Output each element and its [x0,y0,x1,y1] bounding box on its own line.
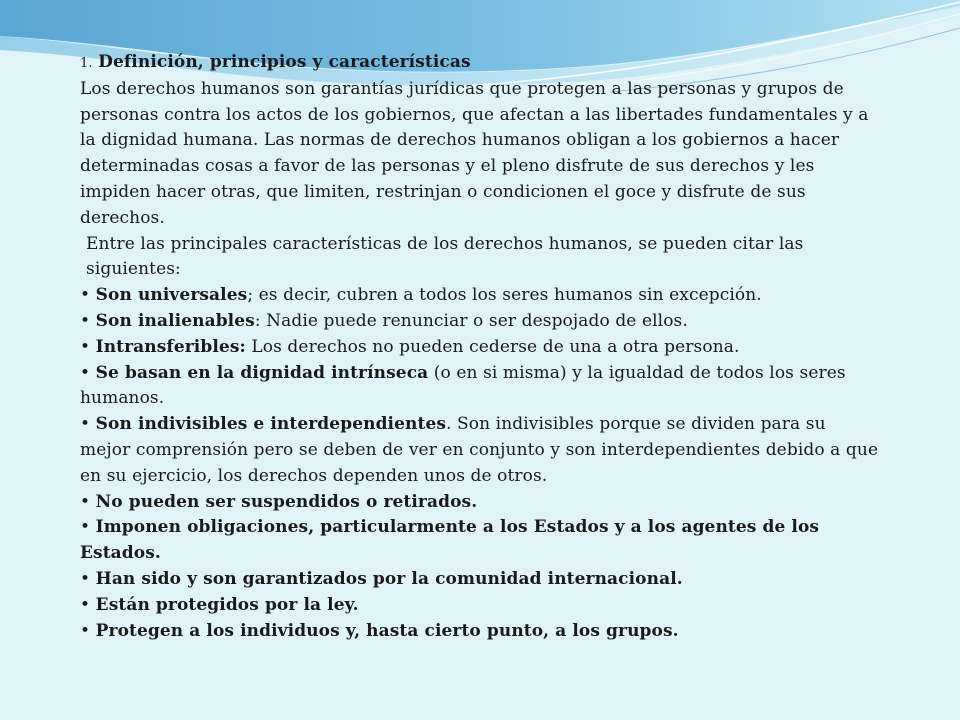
bullet-symbol: • [80,517,91,538]
bullet-bold: Han sido y son garantizados por la comunidad internacional. [95,568,683,589]
bullet-item [80,490,880,516]
bullet-symbol: • [80,491,91,512]
intro-paragraph: Los derechos humanos son garantías jurídicas que protegen a las personas y grupos de personas contra los actos de los gobiernos, que afectan a las libertades fundamentales y a la dignidad humana. Las normas de derechos humanos obligan a los gobiernos a hacer determinadas cosas a favor de las personas y el pleno disfrute de sus derechos y les impiden hacer otras, que limiten, restrinjan o condicionen el goce y disfrute de sus derechos. [80,78,869,228]
bullet-bold: Son inalienables [95,310,255,331]
bullet-bold: No pueden ser suspendidos o retirados. [95,491,478,512]
bullet-rest: (o en si misma) y la igualdad de todos los seres humanos. [80,362,846,409]
content-body [80,50,880,644]
bullet-rest: ; es decir, cubren a todos los seres humanos sin excepción. [247,285,762,306]
bullet-bold: Imponen obligaciones, particularmente a los Estados y a los agentes de los Estados. [80,517,820,564]
section-heading [80,50,880,77]
bullet-rest: : Nadie puede renunciar o ser despojado de ellos. [254,310,688,331]
bullet-symbol: • [80,362,91,383]
bullet-item [80,619,880,645]
heading-title: Definición, principios y características [98,52,471,72]
bullet-item [80,515,880,567]
bullet-bold: Intransferibles: [95,336,246,357]
bullet-bold: Son universales [95,285,248,306]
bullet-item [80,593,880,619]
bullet-item [80,335,880,361]
bullet-bold: Son indivisibles e interdependientes [95,414,447,435]
bullet-rest: Los derechos no pueden cederse de una a otra persona. [245,336,740,357]
bullet-symbol: • [80,594,91,615]
bullet-symbol: • [80,568,91,589]
bullet-item [80,567,880,593]
bullet-symbol: • [80,285,91,306]
lead-in-paragraph: Entre las principales características de los derechos humanos, se pueden citar las siguientes: [86,233,804,280]
bullet-symbol: • [80,620,91,641]
bullet-bold: Se basan en la dignidad intrínseca [95,362,429,383]
bullet-symbol: • [80,310,91,331]
bullet-bold: Están protegidos por la ley. [95,594,359,615]
bullet-item [80,361,880,413]
bullet-rest: . Son indivisibles porque se dividen para su mejor comprensión pero se deben de ver en conjunto y son interdependientes debido a que en su ejercicio, los derechos dependen unos de otros. [80,414,879,486]
heading-number: 1. [80,56,93,71]
bullet-bold: Protegen a los individuos y, hasta cierto punto, a los grupos. [95,620,679,641]
bullet-item [80,283,880,309]
bullet-symbol: • [80,414,91,435]
bullet-item [80,309,880,335]
bullet-symbol: • [80,336,91,357]
bullet-item [80,412,880,489]
